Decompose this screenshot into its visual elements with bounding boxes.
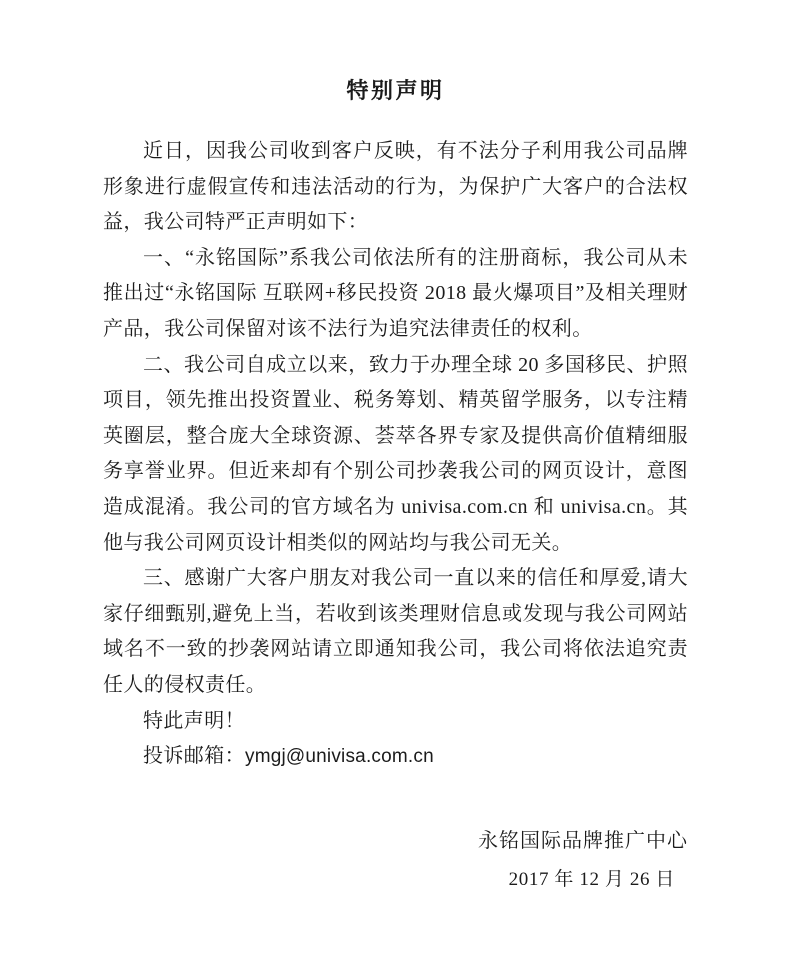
signature-org: 永铭国际品牌推广中心: [478, 829, 688, 852]
contact-label: 投诉邮箱：: [143, 745, 245, 768]
paragraph-item-2-domains: 二、我公司自成立以来，致力于办理全球 20 多国移民、护照项目，领先推出投资置业、税务筹划、精英留学服务，以专注精英圈层，整合庞大全球资源、荟萃各界专家及提供高价值精细服务享誉业界。但近来却有个别公司抄袭我公司的网页设计，意图造成混淆。我公司的官方域名为 univisa.com.cn 和 univisa.cn。其他与我公司网页设计相类似的网站均与我公司无关。: [103, 353, 688, 554]
contact-email: ymgj@univisa.com.cn: [245, 746, 434, 768]
paragraph-intro: 近日，因我公司收到客户反映，有不法分子利用我公司品牌形象进行虚假宣传和违法活动的行为，为保护广大客户的合法权益，我公司特严正声明如下：: [103, 140, 688, 234]
contact-line: [103, 739, 688, 775]
closing-statement: 特此声明！: [143, 709, 245, 732]
page-title: 特别声明: [346, 78, 445, 103]
signature-date: 2017 年 12 月 26 日: [508, 868, 675, 890]
paragraph-item-1-trademark: 一、“永铭国际”系我公司依法所有的注册商标，我公司从未推出过“永铭国际 互联网+移民投资 2018 最火爆项目”及相关理财产品，我公司保留对该不法行为追究法律责任的权利。: [103, 246, 688, 340]
paragraph-item-3-warning: 三、感谢广大客户朋友对我公司一直以来的信任和厚爱,请大家仔细甄别,避免上当，若收到该类理财信息或发现与我公司网站域名不一致的抄袭网站请立即通知我公司，我公司将依法追究责任人的侵权责任。: [103, 567, 688, 696]
